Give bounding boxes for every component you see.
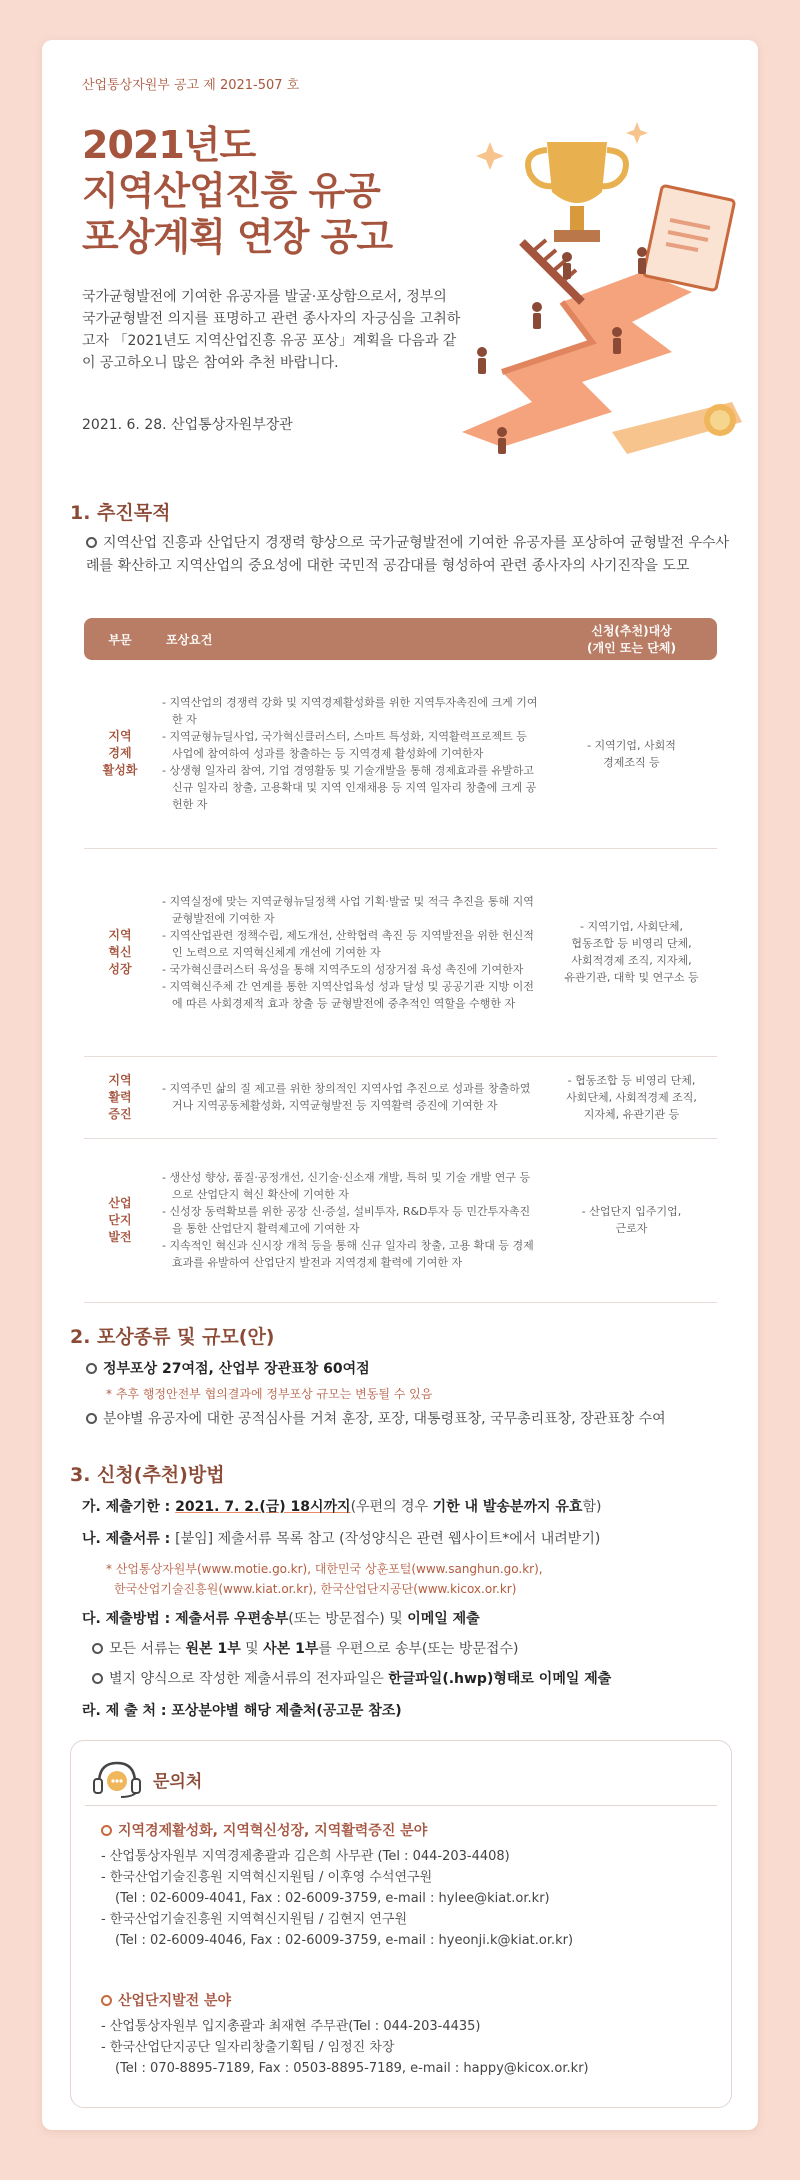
circle-bullet-icon: [86, 1413, 97, 1424]
websites-note-1: * 산업통상자원부(www.motie.go.kr), 대한민국 상훈포털(www.sanghun.go.kr),: [106, 1562, 543, 1576]
circle-bullet-icon: [101, 1825, 112, 1836]
section-method-title: 3. 신청(추천)방법: [70, 1464, 225, 1486]
contact-group-1-title: 지역경제활성화, 지역혁신성장, 지역활력증진 분야: [118, 1823, 428, 1839]
contact-line: - 한국산업기술진흥원 지역혁신지원팀 / 김현지 연구원: [101, 1912, 408, 1927]
contact-group-1: [101, 1821, 721, 1951]
th-target: 신청(추천)대상 (개인 또는 단체): [546, 618, 717, 660]
row-target: - 산업단지 입주기업, 근로자: [546, 1138, 717, 1302]
method-sub-1: 모든 서류는 원본 1부 및 사본 1부를 우편으로 송부(또는 방문접수): [92, 1638, 752, 1660]
contact-line: - 한국산업기술진흥원 지역혁신지원팀 / 이후영 수석연구원: [101, 1870, 433, 1885]
trophy-icon: [528, 142, 626, 242]
th-category: 부문: [84, 618, 156, 660]
headset-icon: [91, 1757, 143, 1799]
row-requirements: - 지역주민 삶의 질 제고를 위한 창의적인 지역사업 추진으로 성과를 창출하였거나 지역공동체활성화, 지역균형발전 등 지역활력 증진에 기여한 자: [156, 1056, 546, 1138]
section-award-title: 2. 포상종류 및 규모(안): [70, 1326, 275, 1348]
section-purpose-title: 1. 추진목적: [70, 502, 171, 524]
contact-header: [91, 1757, 203, 1799]
contact-group-2-title: 산업단지발전 분야: [118, 1993, 232, 2009]
row-requirements: - 지역실정에 맞는 지역균형뉴딜정책 사업 기획·발굴 및 적극 추진을 통해 지역균형발전에 기여한 자 - 지역산업관련 정책수립, 제도개선, 산학협력 촉진 등 지역발전을 위한 헌신적인 노력으로 지역혁신체계 개선에 기여한 자 - 국가혁신클러스터 육성을 통해 지역주도의 성장거점 육성 촉진에 기여한자 - 지역혁신주체 간 연계를 통한 지역산업육성 성과 달성 및 공공기관 지방 이전에 따른 사회경제적 효과 창출 등 균형발전에 중추적인 역할을 수행한 자: [156, 848, 546, 1056]
th-requirement: 포상요건: [156, 618, 546, 660]
method-sub-2: 별지 양식으로 작성한 제출서류의 전자파일은 한글파일(.hwp)형태로 이메일 제출: [92, 1668, 752, 1690]
table-row: [84, 1056, 717, 1138]
submit-place-line: 라. 제 출 처 : 포상분야별 해당 제출처(공고문 참조): [82, 1703, 402, 1719]
documents-line: 나. 제출서류 : [붙임] 제출서류 목록 참고 (작성양식은 관련 웹사이트*에서 내려받기): [82, 1531, 601, 1547]
contact-title: 문의처: [153, 1772, 203, 1792]
intro-text: 국가균형발전에 기여한 유공자를 발굴·포상함으로서, 정부의 국가균형발전 의지를 표명하고 관련 종사자의 자긍심을 고취하고자 「2021년도 지역산업진흥 유공 포상」계획을 다음과 같이 공고하오니 많은 참여와 추천 바랍니다.: [82, 289, 461, 371]
contact-line: - 산업통상자원부 입지총괄과 최재현 주무관(Tel : 044-203-4435): [101, 2019, 481, 2034]
contact-line: - 산업통상자원부 지역경제총괄과 김은희 사무관 (Tel : 044-203-4408): [101, 1849, 510, 1864]
announcement-date: 2021. 6. 28. 산업통상자원부장관: [82, 417, 293, 433]
row-category: 산업 단지 발전: [84, 1138, 156, 1302]
contact-line: (Tel : 070-8895-7189, Fax : 0503-8895-7189, e-mail : happy@kicox.or.kr): [115, 2061, 589, 2076]
contact-divider: [85, 1805, 717, 1806]
title-line-2: 지역산업진흥 유공: [82, 169, 380, 213]
deadline-line: 가. 제출기한 : 2021. 7. 2.(금) 18시까지(우편의 경우 기한 내 발송분까지 유효함): [82, 1499, 602, 1515]
certificate-icon: [643, 185, 735, 290]
award-criteria-table: [84, 618, 717, 1303]
circle-bullet-icon: [86, 1363, 97, 1374]
award-item-2: 분야별 유공자에 대한 공적심사를 거쳐 훈장, 포장, 대통령표창, 국무총리표창, 장관표창 수여: [86, 1408, 736, 1431]
notice-card: [42, 40, 758, 2130]
table-row: [84, 660, 717, 848]
title-line-3: 포상계획 연장 공고: [82, 215, 393, 259]
notice-number: 산업통상자원부 공고 제 2021-507 호: [82, 78, 300, 93]
row-target: - 지역기업, 사회단체, 협동조합 등 비영리 단체, 사회적경제 조직, 지자체, 유관기관, 대학 및 연구소 등: [546, 848, 717, 1056]
circle-bullet-icon: [101, 1995, 112, 2006]
circle-bullet-icon: [86, 537, 97, 548]
circle-bullet-icon: [92, 1643, 103, 1654]
purpose-text: 지역산업 진흥과 산업단지 경쟁력 향상으로 국가균형발전에 기여한 유공자를 포상하여 균형발전 우수사례를 확산하고 지역산업의 중요성에 대한 국민적 공감대를 형성하여 관련 종사자의 사기진작을 도모: [86, 535, 730, 574]
contact-box: [70, 1740, 732, 2108]
row-category: 지역 경제 활성화: [84, 660, 156, 848]
award-item-1: 정부포상 27여점, 산업부 장관표창 60여점: [86, 1358, 736, 1381]
row-requirements: - 생산성 향상, 품질·공정개선, 신기술·신소재 개발, 특허 및 기술 개발 연구 등으로 산업단지 혁신 확산에 기여한 자 - 신성장 동력확보를 위한 공장 신·증설, 설비투자, R&D투자 등 민간투자촉진을 통한 산업단지 활력제고에 기여한 자 - 지속적인 혁신과 신시장 개척 등을 통해 신규 일자리 창출, 고용 확대 등 경제효과를 유발하여 산업단지 발전과 지역경제 활력에 기여한 자: [156, 1138, 546, 1302]
contact-line: (Tel : 02-6009-4046, Fax : 02-6009-3759, e-mail : hyeonji.k@kiat.or.kr): [115, 1933, 574, 1948]
table-row: [84, 848, 717, 1056]
row-target: - 협동조합 등 비영리 단체, 사회단체, 사회적경제 조직, 지자체, 유관기관 등: [546, 1056, 717, 1138]
websites-note-2: 한국산업기술진흥원(www.kiat.or.kr), 한국산업단지공단(www.kicox.or.kr): [114, 1582, 517, 1596]
contact-line: - 한국산업단지공단 일자리창출기획팀 / 임정진 차장: [101, 2040, 395, 2055]
row-category: 지역 혁신 성장: [84, 848, 156, 1056]
award-note: * 추후 행정안전부 협의결과에 정부포상 규모는 변동될 수 있음: [106, 1387, 433, 1401]
title-line-1: 2021년도: [82, 123, 256, 167]
contact-group-2: [101, 1991, 721, 2079]
row-category: 지역 활력 증진: [84, 1056, 156, 1138]
table-row: [84, 1138, 717, 1302]
circle-bullet-icon: [92, 1673, 103, 1684]
method-line: 다. 제출방법 : 제출서류 우편송부(또는 방문접수) 및 이메일 제출: [82, 1611, 480, 1627]
contact-line: (Tel : 02-6009-4041, Fax : 02-6009-3759, e-mail : hylee@kiat.or.kr): [115, 1891, 550, 1906]
row-requirements: - 지역산업의 경쟁력 강화 및 지역경제활성화를 위한 지역투자촉진에 크게 기여한 자 - 지역균형뉴딜사업, 국가혁신클러스터, 스마트 특성화, 지역활력프로젝트 등 사업에 참여하여 성과를 창출하는 등 지역경제 활성화에 기여한자 - 상생형 일자리 참여, 기업 경영활동 및 기술개발을 통해 경제효과를 유발하고 신규 일자리 창출, 고용확대 및 지역 인재채용 등 지역 일자리 창출에 크게 공헌한 자: [156, 660, 546, 848]
page-title: [82, 122, 462, 260]
trophy-path-illustration: [442, 102, 752, 502]
row-target: - 지역기업, 사회적 경제조직 등: [546, 660, 717, 848]
